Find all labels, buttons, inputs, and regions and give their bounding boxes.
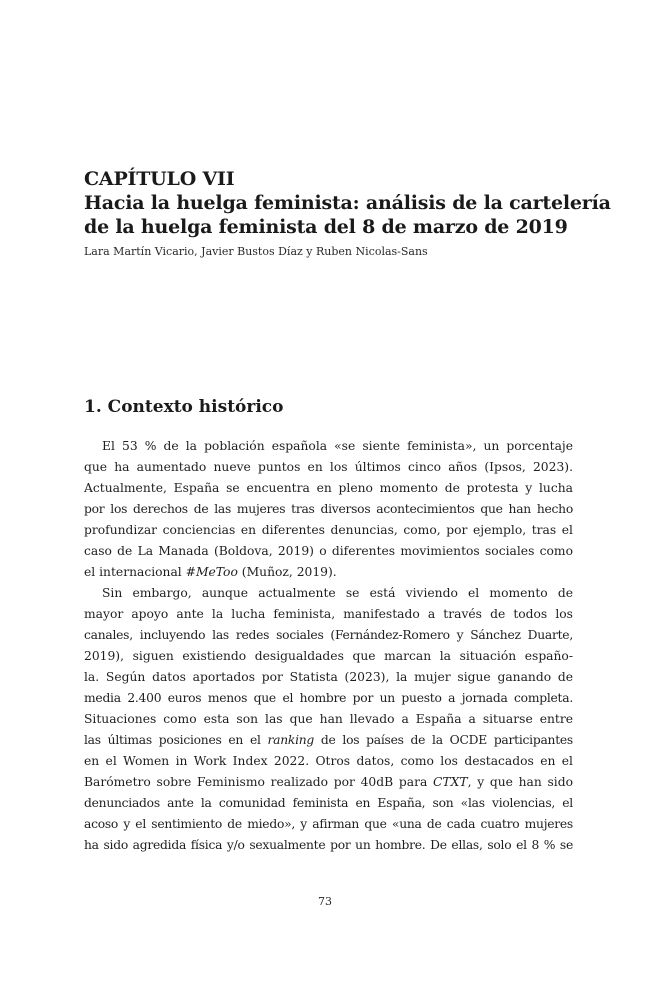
italic-term: ranking (267, 733, 315, 747)
text-line: que ha aumentado nueve puntos en los últimos cinco años (Ipsos, 2023). (84, 460, 573, 474)
text-line: por los derechos de las mujeres tras diversos acontecimientos que han hecho (84, 502, 573, 516)
italic-term: CTXT (433, 775, 468, 789)
paragraph-2 (84, 583, 573, 856)
text-line: Barómetro sobre Feminismo realizado por 40dB para CTXT, y que han sido (84, 775, 574, 789)
body-text (84, 436, 573, 856)
chapter-authors: Lara Martín Vicario, Javier Bustos Díaz y Ruben Nicolas-Sans (84, 245, 428, 258)
text-line: acoso y el sentimiento de miedo», y afirman que «una de cada cuatro mujeres (84, 817, 573, 831)
chapter-title (84, 191, 611, 239)
text-line: la. Según datos aportados por Statista (2023), la mujer sigue ganando de (84, 670, 573, 684)
italic-term: #MeToo (185, 565, 238, 579)
text-line: el internacional #MeToo (Muñoz, 2019). (84, 565, 337, 579)
section-heading: 1. Contexto histórico (84, 397, 284, 417)
paragraph-1 (84, 436, 573, 583)
text-line: denunciados ante la comunidad feminista en España, son «las violencias, el (84, 796, 573, 810)
text-line: media 2.400 euros menos que el hombre por un puesto a jornada completa. (84, 691, 573, 705)
text-line: ha sido agredida física y/o sexualmente por un hombre. De ellas, solo el 8 % se (84, 838, 573, 852)
text-line: Sin embargo, aunque actualmente se está viviendo el momento de (102, 586, 573, 600)
page-number: 73 (318, 895, 332, 908)
text-line: profundizar conciencias en diferentes denuncias, como, por ejemplo, tras el (84, 523, 573, 537)
text-line: las últimas posiciones en el ranking de los países de la OCDE participantes (84, 733, 573, 747)
text-line: El 53 % de la población española «se siente feminista», un porcentaje (102, 439, 573, 453)
text-line: mayor apoyo ante la lucha feminista, manifestado a través de todos los (84, 607, 573, 621)
chapter-title-line: de la huelga feminista del 8 de marzo de 2019 (84, 216, 568, 238)
chapter-label: CAPÍTULO VII (84, 168, 235, 190)
text-line: canales, incluyendo las redes sociales (Fernández-Romero y Sánchez Duarte, (84, 628, 573, 642)
text-line: caso de La Manada (Boldova, 2019) o diferentes movimientos sociales como (84, 544, 573, 558)
text-line: Actualmente, España se encuentra en pleno momento de protesta y lucha (84, 481, 573, 495)
chapter-title-line: Hacia la huelga feminista: análisis de la cartelería (84, 192, 611, 214)
text-line: Situaciones como esta son las que han llevado a España a situarse entre (84, 712, 573, 726)
text-line: 2019), siguen existiendo desigualdades que marcan la situación españo- (84, 649, 573, 663)
text-line: en el Women in Work Index 2022. Otros datos, como los destacados en el (84, 754, 573, 768)
